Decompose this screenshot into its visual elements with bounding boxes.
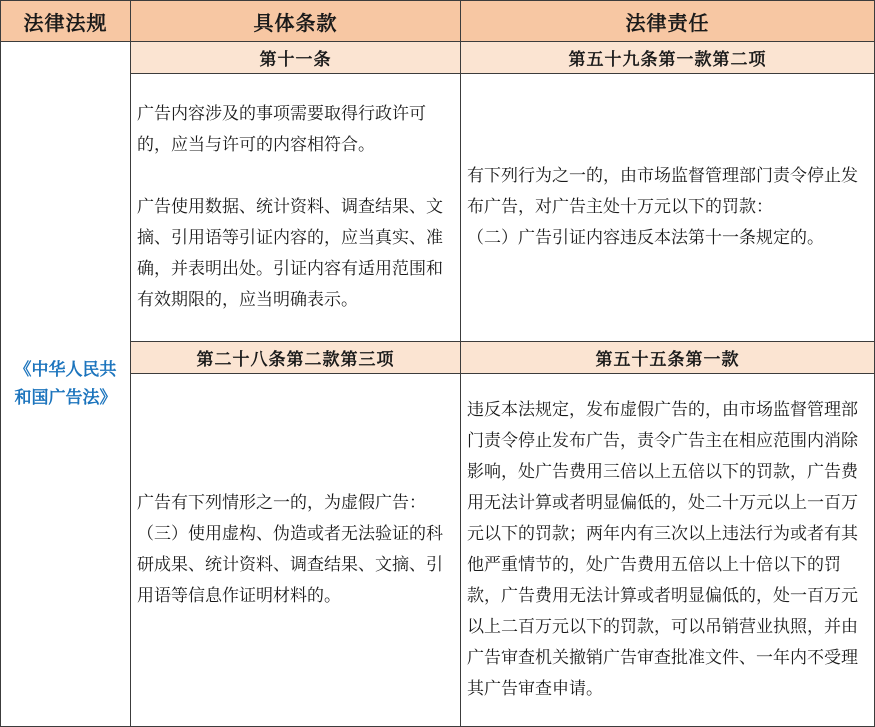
law-name: 《中华人民共和国广告法》 bbox=[0, 42, 131, 727]
clause-2-para-2: （三）使用虚构、伪造或者无法验证的科研成果、统计资料、调查结果、文摘、引用语等信息作证明材料的。 bbox=[137, 524, 443, 606]
clause-1-para-1: 广告内容涉及的事项需要取得行政许可的，应当与许可的内容相符合。 bbox=[137, 104, 426, 155]
liability-1-para-2: （二）广告引证内容违反本法第十一条规定的。 bbox=[467, 228, 824, 248]
liability-2-para-1: 违反本法规定，发布虚假广告的，由市场监督管理部门责令停止发布广告，责令广告主在相应范围内消除影响，处广告费用三倍以上五倍以下的罚款，广告费用无法计算或者明显偏低的，处二十万元以上一百万元以下的罚款；两年内有三次以上违法行为或者有其他严重情节的，处广告费用五倍以上十倍以下的罚款，广告费用无法计算或者明显偏低的，处一百万元以上二百万元以下的罚款，可以吊销营业执照，并由广告审查机关撤销广告审查批准文件、一年内不受理其广告审查申请。 bbox=[467, 400, 858, 699]
liability-body-2 bbox=[461, 374, 875, 727]
liability-1-para-1: 有下列行为之一的，由市场监督管理部门责令停止发布广告，对广告主处十万元以下的罚款： bbox=[467, 166, 858, 217]
header-clause: 具体条款 bbox=[131, 0, 461, 42]
liability-title-1: 第五十九条第一款第二项 bbox=[461, 42, 875, 74]
clause-title-1: 第十一条 bbox=[131, 42, 461, 74]
clause-body-1 bbox=[131, 74, 461, 342]
clause-body-2 bbox=[131, 374, 461, 727]
clause-title-2: 第二十八条第二款第三项 bbox=[131, 342, 461, 374]
clause-1-para-2: 广告使用数据、统计资料、调查结果、文摘、引用语等引证内容的，应当真实、准确，并表明出处。引证内容有适用范围和有效期限的，应当明确表示。 bbox=[137, 197, 443, 310]
clause-2-para-1: 广告有下列情形之一的，为虚假广告： bbox=[137, 493, 426, 513]
header-liability: 法律责任 bbox=[461, 0, 875, 42]
header-law: 法律法规 bbox=[0, 0, 131, 42]
liability-title-2: 第五十五条第一款 bbox=[461, 342, 875, 374]
liability-body-1 bbox=[461, 74, 875, 342]
